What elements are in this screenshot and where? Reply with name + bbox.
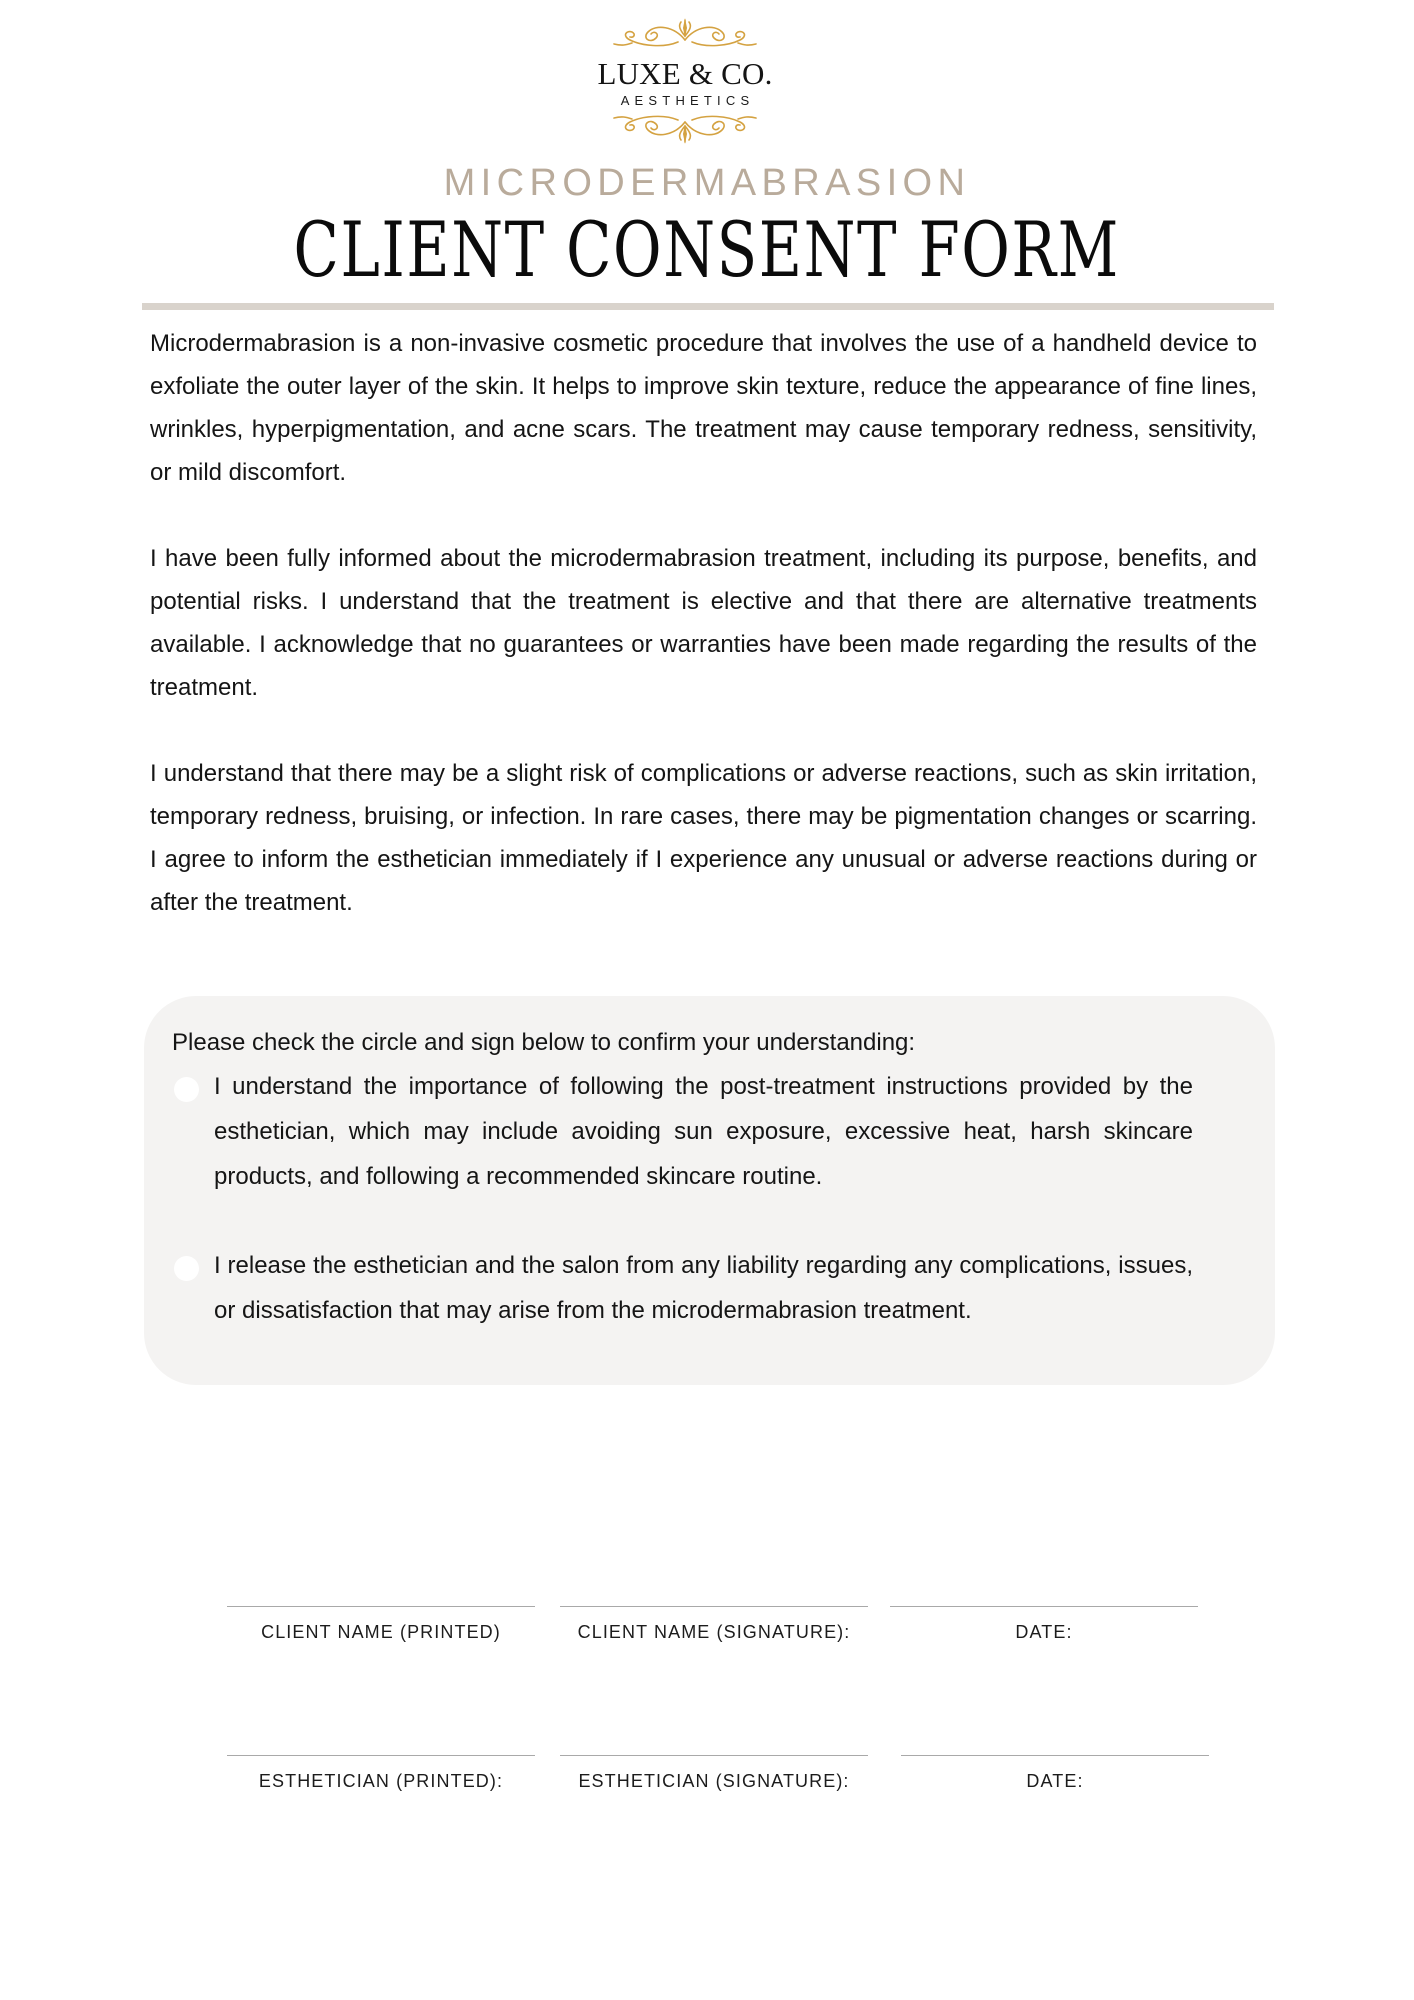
page-title-text: CLIENT CONSENT FORM <box>293 205 1121 294</box>
signature-label: CLIENT NAME (PRINTED) <box>261 1622 501 1642</box>
client-date-line[interactable] <box>890 1606 1198 1607</box>
esthetician-signature-line[interactable] <box>560 1755 868 1756</box>
consent-checklist-box <box>144 996 1275 1385</box>
page-title <box>0 205 1414 294</box>
consent-instructions: Please check the circle and sign below to confirm your understanding: <box>172 1029 916 1056</box>
signature-field-client-signature <box>560 1606 868 1643</box>
ornament-flourish-icon <box>612 112 758 146</box>
signature-field-client-date <box>890 1606 1198 1643</box>
signature-label: ESTHETICIAN (PRINTED): <box>258 1771 504 1791</box>
paragraph-risk-acknowledgement: I understand that there may be a slight risk of complications or adverse reactions, such as skin irritation, temporary redness, bruising, or infection. In rare cases, there may be pigmentation changes or scarring. I agree to inform the esthetician immediately if I experience any unusual or adverse reactions during or after the treatment. <box>150 760 1257 916</box>
logo-name: LUXE & CO. <box>597 56 773 91</box>
signature-field-client-printed <box>227 1606 535 1643</box>
paragraph-informed-acknowledgement: I have been fully informed about the microdermabrasion treatment, including its purpose, benefits, and potential risks. I understand that the treatment is elective and that there are alternative treatments available. I acknowledge that no guarantees or warranties have been made regarding the results of the treatment. <box>150 545 1257 701</box>
signature-field-esthetician-printed <box>227 1755 535 1792</box>
brand-logo <box>585 12 785 152</box>
paragraph-procedure-description: Microdermabrasion is a non-invasive cosmetic procedure that involves the use of a handheld device to exfoliate the outer layer of the skin. It helps to improve skin texture, reduce the appearance of fine lines, wrinkles, hyperpigmentation, and acne scars. The treatment may cause temporary redness, sensitivity, or mild discomfort. <box>150 330 1257 486</box>
consent-radio-liability-release[interactable] <box>174 1256 199 1281</box>
signature-label: DATE: <box>1026 1771 1084 1791</box>
ornament-flourish-icon <box>612 16 758 50</box>
consent-body <box>150 322 1257 967</box>
header-divider <box>142 303 1274 310</box>
signature-field-esthetician-signature <box>560 1755 868 1792</box>
signature-field-esthetician-date <box>901 1755 1209 1792</box>
consent-radio-post-treatment[interactable] <box>174 1077 199 1102</box>
signature-label: ESTHETICIAN (SIGNATURE): <box>578 1771 850 1791</box>
esthetician-date-line[interactable] <box>901 1755 1209 1756</box>
consent-item-text: I release the esthetician and the salon from any liability regarding any complications, issues, or dissatisfaction that may arise from the microdermabrasion treatment. <box>214 1252 1193 1324</box>
signature-label: DATE: <box>1015 1622 1073 1642</box>
client-name-printed-line[interactable] <box>227 1606 535 1607</box>
consent-item-text: I understand the importance of following the post-treatment instructions provided by the esthetician, which may include avoiding sun exposure, excessive heat, harsh skincare products, and following a recommended skincare routine. <box>214 1073 1193 1190</box>
client-signature-line[interactable] <box>560 1606 868 1607</box>
esthetician-name-printed-line[interactable] <box>227 1755 535 1756</box>
signature-label: CLIENT NAME (SIGNATURE): <box>577 1622 851 1642</box>
logo-subtitle: AESTHETICS <box>620 93 755 108</box>
procedure-subtitle: MICRODERMABRASION <box>443 162 971 204</box>
